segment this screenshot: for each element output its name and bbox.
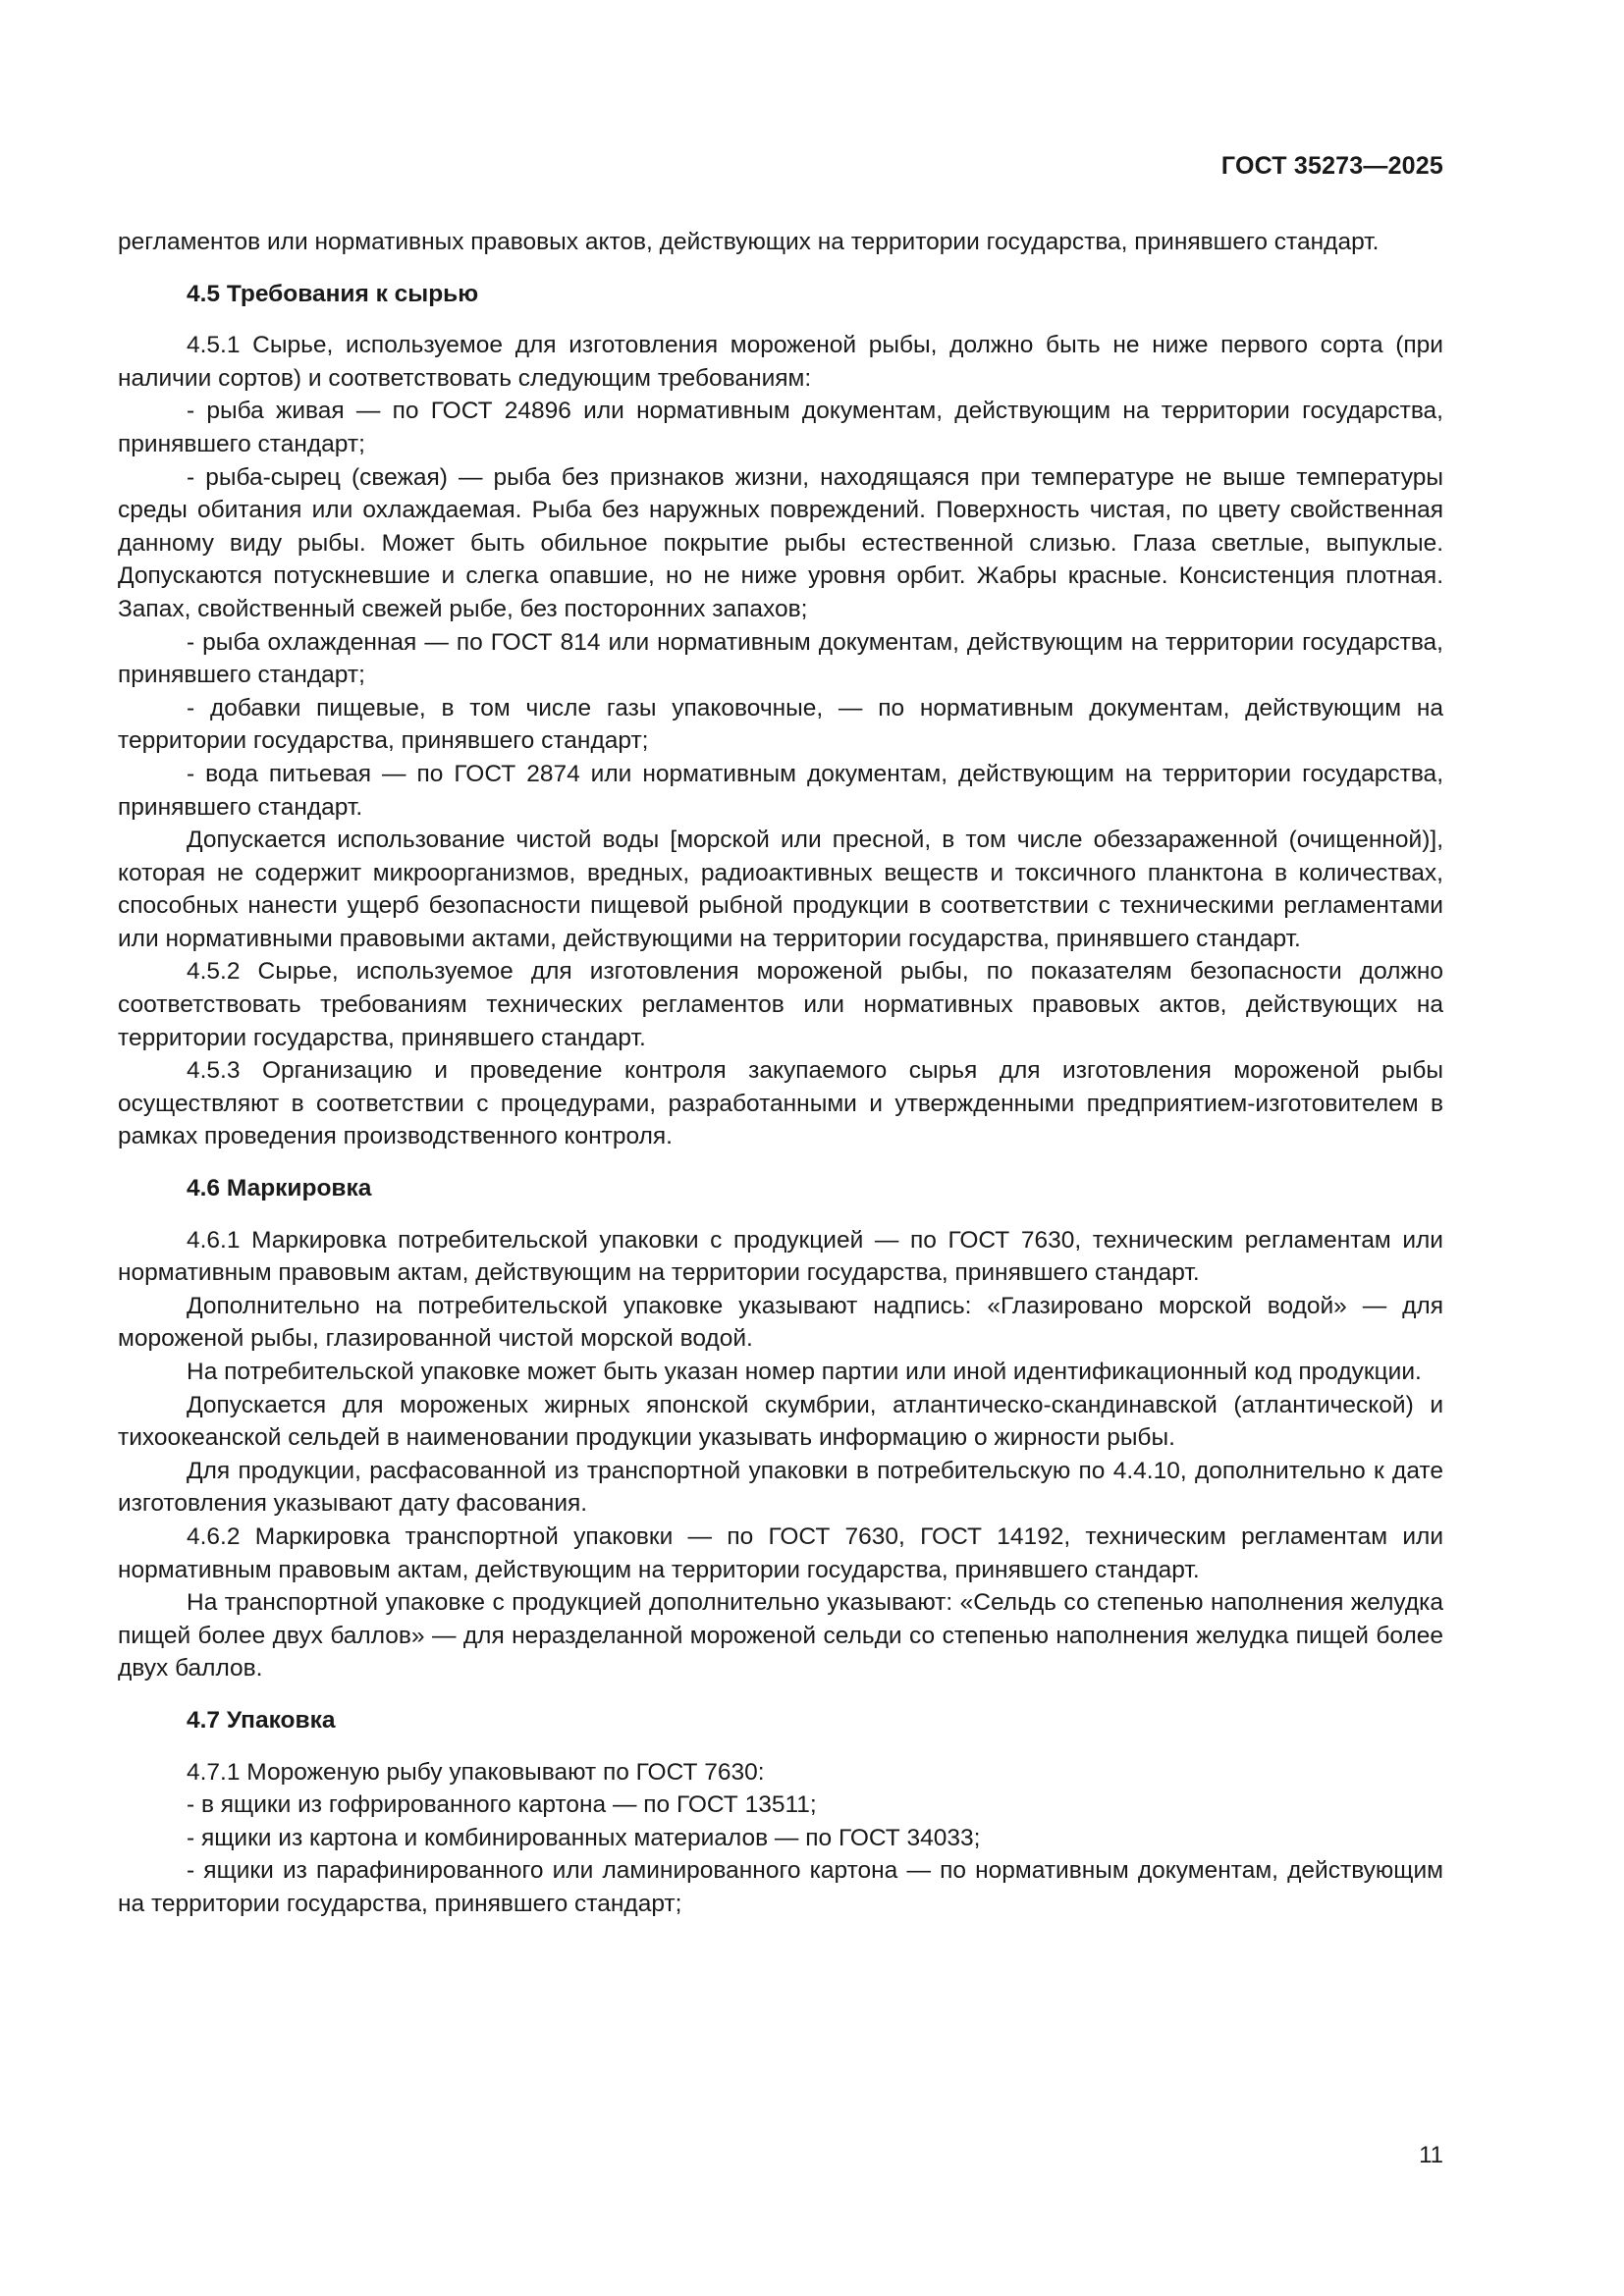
page-number: 11 (1419, 2142, 1443, 2168)
list-item-corrugated-boxes: - в ящики из гофрированного картона — по ГОСТ 13511; (187, 1791, 817, 1819)
paragraph-4-5-2: 4.5.2 Сырье, используемое для изготовления мороженой рыбы, по показателям безопасности должно соответствовать требованиям технических регламентов или нормативных правовых актов, действующих на территории государства, принявшего стандарт. (118, 958, 1443, 1051)
list-item-chilled-fish: - рыба охлажденная — по ГОСТ 814 или нормативным документам, действующим на территории государства, принявшего стандарт; (118, 628, 1443, 689)
list-item-combined-boxes: - ящики из картона и комбинированных материалов — по ГОСТ 34033; (187, 1824, 981, 1851)
paragraph-batch-number: На потребительской упаковке может быть указан номер партии или иной идентификационный код продукции. (187, 1359, 1422, 1385)
paragraph-4-6-2: 4.6.2 Маркировка транспортной упаковки — по ГОСТ 7630, ГОСТ 14192, техническим регламентам или нормативным правовым актам, действующим на территории государства, принявшего стандарт. (118, 1522, 1443, 1583)
document-body (118, 226, 1443, 1921)
list-item-drinking-water: - вода питьевая — по ГОСТ 2874 или нормативным документам, действующим на территории государства, принявшего стандарт. (118, 760, 1443, 821)
section-title-4-5: 4.5 Требования к сырью (187, 280, 479, 307)
section-title-4-7: 4.7 Упаковка (187, 1706, 336, 1734)
list-item-food-additives: - добавки пищевые, в том числе газы упаковочные, — по нормативным документам, действующим на территории государства, принявшего стандарт; (118, 694, 1443, 755)
paragraph-herring-stomach: На транспортной упаковке с продукцией дополнительно указывают: «Сельдь со степенью наполнения желудка пищей более двух баллов» — для неразделанной мороженой сельди со степенью наполнения желудка пищей более двух баллов. (118, 1589, 1443, 1682)
paragraph-4-5-3: 4.5.3 Организацию и проведение контроля закупаемого сырья для изготовления мороженой рыбы осуществляют в соответствии с процедурами, разработанными и утвержденными предприятием-изготовителем в рамках проведения производственного контроля. (118, 1057, 1443, 1150)
section-title-4-6: 4.6 Маркировка (187, 1175, 372, 1202)
paragraph-4-7-1: 4.7.1 Мороженую рыбу упаковывают по ГОСТ 7630: (187, 1758, 765, 1786)
list-item-raw-fish: - рыба-сырец (свежая) — рыба без признаков жизни, находящаяся при температуре не выше температуры среды обитания или охлаждаемая. Рыба без наружных повреждений. Поверхность чистая, по цвету свойственная данному виду рыбы. Может быть обильное покрытие рыбы естественной слизью. Глаза светлые, выпуклые. Допускаются потускневшие и слегка опавшие, но не ниже уровня орбит. Жабры красные. Консистенция плотная. Запах, свойственный свежей рыбе, без посторонних запахов; (118, 463, 1443, 622)
list-item-live-fish: - рыба живая — по ГОСТ 24896 или нормативным документам, действующим на территории государства, принявшего стандарт; (118, 398, 1443, 457)
paragraph-glazed-label: Дополнительно на потребительской упаковке указывают надпись: «Глазировано морской водой» — для мороженой рыбы, глазированной чистой морской водой. (118, 1292, 1443, 1353)
list-item-waxed-boxes: - ящики из парафинированного или ламинированного картона — по нормативным документам, действующим на территории государства, принявшего стандарт; (118, 1857, 1443, 1917)
paragraph-fat-content: Допускается для мороженых жирных японской скумбрии, атлантическо-скандинавской (атлантической) и тихоокеанской сельдей в наименовании продукции указывать информацию о жирности рыбы. (118, 1391, 1443, 1452)
paragraph-continuation: регламентов или нормативных правовых актов, действующих на территории государства, принявшего стандарт. (118, 229, 1380, 255)
paragraph-clean-water: Допускается использование чистой воды [морской или пресной, в том числе обеззараженной (очищенной)], которая не содержит микроорганизмов, вредных, радиоактивных веществ и токсичного планктона в количествах, способных нанести ущерб безопасности пищевой рыбной продукции в соответствии с техническими регламентами или нормативными правовыми актами, действующими на территории государства, принявшего стандарт. (118, 827, 1443, 952)
paragraph-4-5-1: 4.5.1 Сырье, используемое для изготовления мороженой рыбы, должно быть не ниже первого сорта (при наличии сортов) и соответствовать следующим требованиям: (118, 332, 1443, 392)
paragraph-4-6-1: 4.6.1 Маркировка потребительской упаковки с продукцией — по ГОСТ 7630, техническим регламентам или нормативным правовым актам, действующим на территории государства, принявшего стандарт. (118, 1226, 1443, 1287)
paragraph-packing-date: Для продукции, расфасованной из транспортной упаковки в потребительскую по 4.4.10, дополнительно к дате изготовления указывают дату фасования. (118, 1457, 1443, 1518)
document-code: ГОСТ 35273—2025 (1220, 152, 1443, 180)
